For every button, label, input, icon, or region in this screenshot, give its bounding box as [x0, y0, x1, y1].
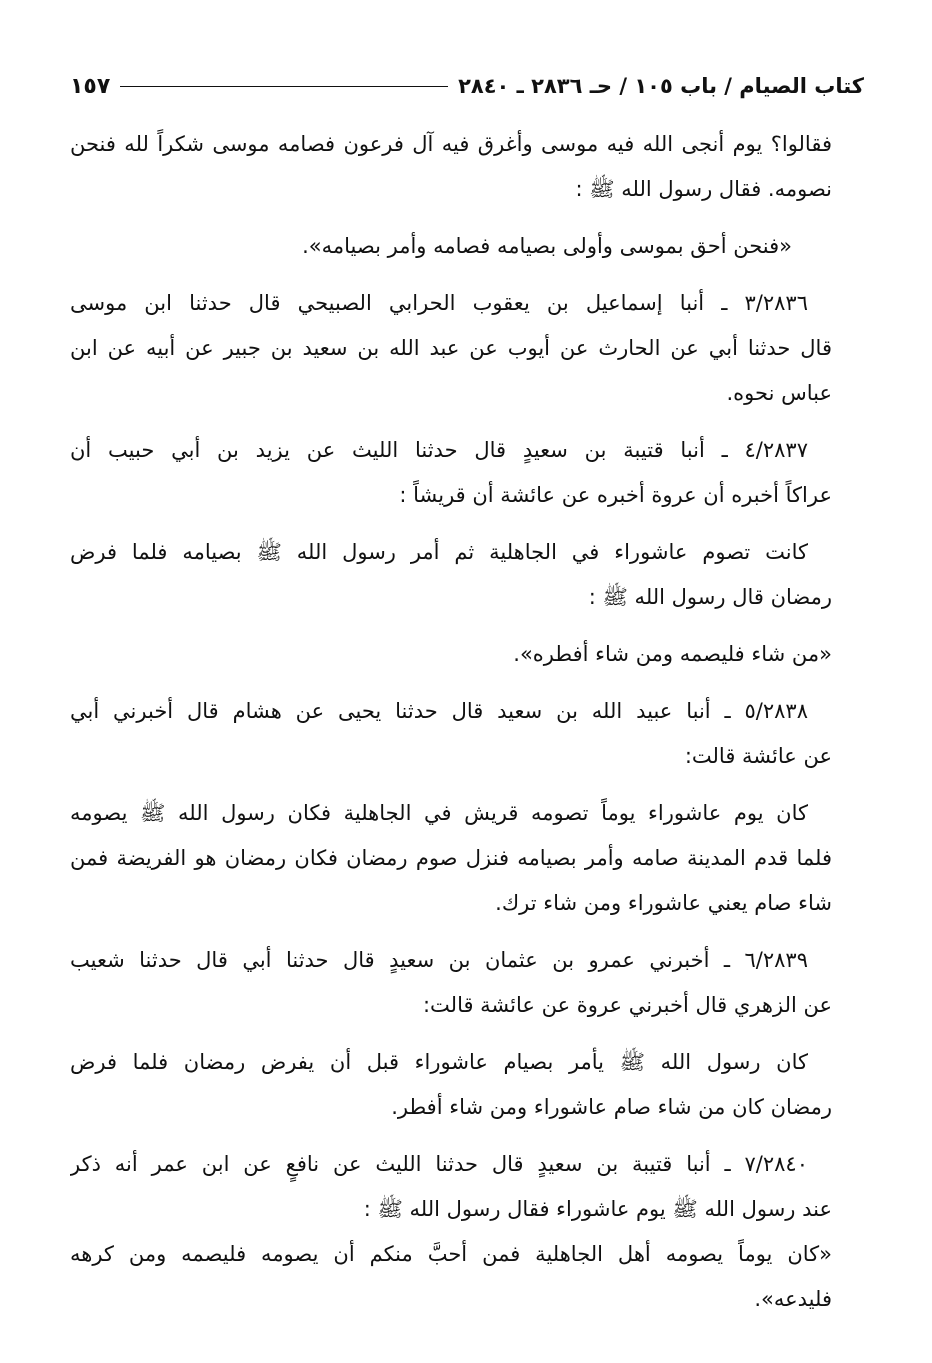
text-line: فقالوا؟ يوم أنجى الله فيه موسى وأغرق فيه آل فرعون فصامه موسى شكراً لله فنحن	[70, 132, 832, 156]
page-body	[70, 122, 832, 1322]
hadith-quote-line: «كان يوماً يصومه أهل الجاهلية فمن أحبَّ منكم أن يصومه فليصمه ومن كرهه	[70, 1242, 832, 1266]
hadith-matn-line: كان رسول الله ﷺ يأمر بصيام عاشوراء قبل أن يفرض رمضان فلما فرض	[70, 1050, 808, 1074]
hadith-quote-line: فليدعه».	[754, 1287, 832, 1311]
hadith-quote-line: «فنحن أحق بموسى وأولى بصيامه فصامه وأمر بصيامه».	[302, 234, 792, 258]
header-title: كتاب الصيام / باب ١٠٥ / حـ ٢٨٣٦ ـ ٢٨٤٠	[458, 74, 864, 98]
hadith-isnad-line: عباس نحوه.	[726, 381, 832, 405]
hadith-isnad-line: ٥/٢٨٣٨ ـ أنبا عبيد الله بن سعيد قال حدثنا يحيى عن هشام قال أخبرني أبي	[70, 699, 808, 723]
hadith-isnad-line: ٤/٢٨٣٧ ـ أنبا قتيبة بن سعيدٍ قال حدثنا الليث عن يزيد بن أبي حبيب أن	[70, 438, 808, 462]
hadith-isnad-line: ٧/٢٨٤٠ ـ أنبا قتيبة بن سعيدٍ قال حدثنا الليث عن نافعٍ عن ابن عمر أنه ذكر	[70, 1152, 808, 1176]
hadith-isnad-line: قال حدثنا أبي عن الحارث عن أيوب عن عبد الله بن سعيد بن جبير عن أبيه عن ابن	[70, 336, 832, 360]
hadith-matn-line: رمضان كان من شاء صام عاشوراء ومن شاء أفطر.	[391, 1095, 832, 1119]
hadith-matn-line: رمضان قال رسول الله ﷺ :	[588, 585, 832, 609]
running-header	[70, 68, 864, 104]
hadith-matn-line: كان يوم عاشوراء يوماً تصومه قريش في الجاهلية فكان رسول الله ﷺ يصومه	[70, 801, 808, 825]
hadith-matn-line: كانت تصوم عاشوراء في الجاهلية ثم أمر رسول الله ﷺ بصيامه فلما فرض	[70, 540, 808, 564]
hadith-isnad-line: عن الزهري قال أخبرني عروة عن عائشة قالت:	[422, 993, 832, 1017]
hadith-matn-line: فلما قدم المدينة صامه وأمر بصيامه فنزل صوم رمضان فكان رمضان هو الفريضة فمن	[70, 846, 832, 870]
hadith-isnad-line: عن عائشة قالت:	[684, 744, 832, 768]
header-rule	[120, 86, 448, 87]
hadith-quote-line: «من شاء فليصمه ومن شاء أفطره».	[513, 642, 832, 666]
hadith-isnad-line: ٦/٢٨٣٩ ـ أخبرني عمرو بن عثمان بن سعيدٍ قال حدثنا أبي قال حدثنا شعيب	[70, 948, 808, 972]
hadith-isnad-line: عراكاً أخبره أن عروة أخبره عن عائشة أن قريشاً :	[399, 483, 832, 507]
hadith-isnad-line: ٣/٢٨٣٦ ـ أنبا إسماعيل بن يعقوب الحرابي الصبيحي قال حدثنا ابن موسى	[70, 291, 808, 315]
hadith-isnad-line: عند رسول الله ﷺ يوم عاشوراء فقال رسول الله ﷺ :	[363, 1197, 832, 1221]
page-number: ١٥٧	[70, 73, 111, 99]
hadith-matn-line: شاء صام يعني عاشوراء ومن شاء ترك.	[495, 891, 832, 915]
text-line: نصومه. فقال رسول الله ﷺ :	[575, 177, 832, 201]
